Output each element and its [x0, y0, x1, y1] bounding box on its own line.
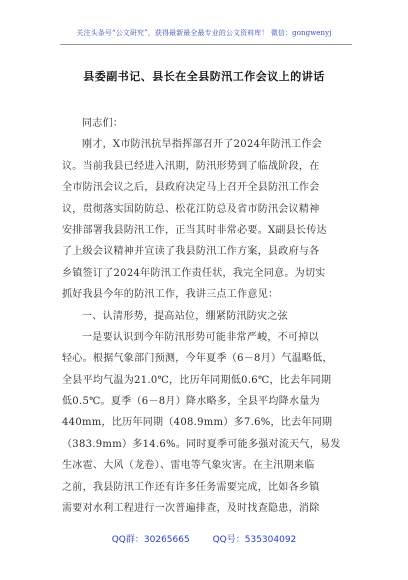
paragraph-line: 之前，我县防汛工作还有许多任务需要完成，比如各乡镇 — [62, 481, 320, 493]
footer-contact — [0, 532, 408, 545]
paragraph-line: 乡镇签订了2024年防汛工作责任状，我完全同意。为切实 — [62, 267, 326, 279]
salutation: 同志们： — [82, 118, 124, 129]
header-divider — [60, 44, 352, 45]
paragraph-line: 安排部署我县防汛工作，正当其时非常必要。X副县长传达 — [62, 224, 327, 236]
document-body — [62, 113, 350, 519]
footer-qq-group: QQ群：30265665 — [111, 535, 190, 545]
paragraph-line: 刚才，X市防汛抗旱指挥部召开了2024年防汛工作会 — [82, 139, 323, 151]
paragraph-line: 轻心。根据气象部门预测，今年夏季（6－8月）气温略低， — [62, 353, 333, 365]
section-heading: 一、认清形势，提高站位，绷紧防汛防灾之弦 — [82, 310, 288, 322]
document-title: 县委副书记、县长在全县防汛工作会议上的讲话 — [83, 70, 325, 83]
paragraph-line: 全市防汛会议之后，县政府决定马上召开全县防汛工作会 — [62, 182, 320, 194]
paragraph-line: （383.9mm）多14.6%。同时夏季可能多强对流天气，易发 — [62, 438, 341, 450]
paragraph-line: 议。当前我县已经进入汛期，防汛形势到了临战阶段，在 — [62, 160, 320, 172]
paragraph-line: 全县平均气温为21.0℃，比历年同期低0.6℃，比去年同期 — [62, 374, 332, 386]
paragraph-line: 需要对水利工程进行一次普遍排查，及时找查隐患，消除 — [62, 503, 320, 515]
paragraph-line: 了上级会议精神并宣读了我县防汛工作方案，县政府与各 — [62, 246, 320, 258]
paragraph-line: 议，贯彻落实国防防总、松花江防总及省市防汛会议精神 — [62, 203, 320, 215]
paragraph-line: 生冰雹、大风（龙卷）、雷电等气象灾害。在主汛期来临 — [62, 460, 315, 472]
paragraph-line: 抓好我县今年的防汛工作，我讲三点工作意见： — [62, 289, 279, 301]
paragraph-line: 440mm，比历年同期（408.9mm）多7.6%，比去年同期 — [62, 417, 333, 429]
paragraph-line: 一是要认识到今年防汛形势可能非常严峻，不可掉以 — [82, 331, 319, 343]
footer-qq-number: QQ号：535304092 — [212, 535, 297, 545]
paragraph-line: 低0.5℃。夏季（6－8月）降水略多，全县平均降水量为 — [62, 396, 320, 408]
header-promo-note: 关注头条号“公文研究”，获得最新最全最专业的公文资料库！ 微信：gongwenyj — [76, 29, 332, 37]
